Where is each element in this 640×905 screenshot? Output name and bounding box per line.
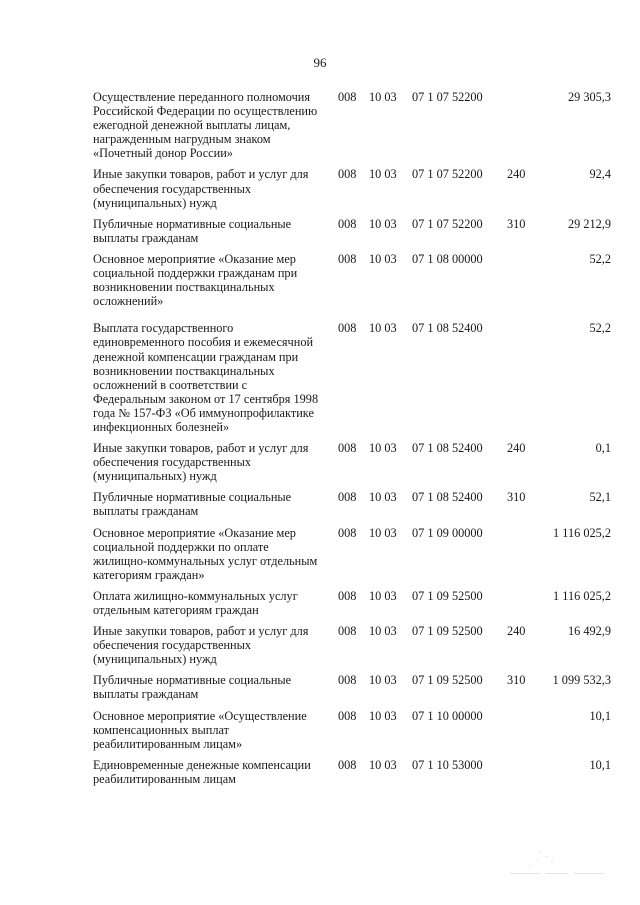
row-section-code: 10 03: [369, 441, 397, 456]
row-section-code: 10 03: [369, 525, 397, 540]
row-amount: 29 305,3: [567, 90, 611, 104]
row-amount: 16 492,9: [567, 624, 611, 639]
row-target-article: 07 1 08 52400: [412, 490, 483, 505]
row-section-code: 10 03: [369, 167, 397, 182]
budget-table: [93, 90, 611, 793]
row-target-article: 07 1 07 52200: [412, 167, 483, 182]
row-name: Иные закупки товаров, работ и услуг для обеспечения государственных (муниципальных) нужд: [93, 441, 309, 484]
row-name: Публичные нормативные социальные выплаты гражданам: [93, 216, 292, 245]
row-amount: 0,1: [595, 441, 611, 456]
row-target-article: 07 1 10 00000: [412, 708, 483, 723]
row-expense-type: 240: [507, 167, 526, 182]
row-section-code: 10 03: [369, 673, 397, 688]
row-ved-code: 008: [338, 441, 357, 456]
row-amount: 1 116 025,2: [553, 588, 611, 603]
row-expense-type: 310: [507, 216, 526, 231]
row-amount: 29 212,9: [567, 216, 611, 231]
row-target-article: 07 1 09 00000: [412, 525, 483, 540]
table-row: [93, 490, 611, 518]
row-section-code: 10 03: [369, 757, 397, 772]
row-section-code: 10 03: [369, 251, 397, 266]
row-name: Оплата жилищно-коммунальных услуг отдельным категориям граждан: [93, 588, 298, 617]
row-target-article: 07 1 07 52200: [412, 90, 483, 104]
row-section-code: 10 03: [369, 321, 397, 336]
table-row: [93, 90, 611, 160]
table-row: [93, 758, 611, 786]
row-name: Иные закупки товаров, работ и услуг для обеспечения государственных (муниципальных) нужд: [93, 624, 309, 667]
table-row: [93, 526, 611, 582]
row-name: Иные закупки товаров, работ и услуг для обеспечения государственных (муниципальных) нужд: [93, 167, 309, 210]
row-ved-code: 008: [338, 90, 357, 104]
table-row: [93, 589, 611, 617]
table-row: [93, 252, 611, 308]
row-target-article: 07 1 09 52500: [412, 673, 483, 688]
row-amount: 52,2: [589, 251, 611, 266]
row-name: Осуществление переданного полномочия Российской Федерации по осуществлению ежегодной денежной выплаты лицам, награжденным нагрудным знаком «Почетный донор России»: [93, 90, 318, 161]
row-expense-type: 310: [507, 490, 526, 505]
row-target-article: 07 1 08 52400: [412, 441, 483, 456]
row-target-article: 07 1 09 52500: [412, 588, 483, 603]
row-target-article: 07 1 08 00000: [412, 251, 483, 266]
row-section-code: 10 03: [369, 708, 397, 723]
row-ved-code: 008: [338, 757, 357, 772]
table-row: [93, 321, 611, 434]
row-ved-code: 008: [338, 708, 357, 723]
row-ved-code: 008: [338, 624, 357, 639]
row-expense-type: 310: [507, 673, 526, 688]
row-amount: 1 099 532,3: [552, 673, 611, 688]
row-name: Основное мероприятие «Оказание мер социальной поддержки по оплате жилищно-коммунальных услуг отдельным категориям граждан»: [93, 525, 318, 582]
row-section-code: 10 03: [369, 490, 397, 505]
row-amount: 10,1: [589, 708, 611, 723]
row-name: Публичные нормативные социальные выплаты гражданам: [93, 490, 292, 519]
row-ved-code: 008: [338, 588, 357, 603]
row-ved-code: 008: [338, 525, 357, 540]
table-row: [93, 217, 611, 245]
row-section-code: 10 03: [369, 90, 397, 104]
row-target-article: 07 1 08 52400: [412, 321, 483, 336]
row-expense-type: 240: [507, 624, 526, 639]
table-row: [93, 167, 611, 209]
row-name: Основное мероприятие «Оказание мер социальной поддержки гражданам при возникновении поствакцинальных осложнений»: [93, 251, 298, 309]
row-target-article: 07 1 07 52200: [412, 216, 483, 231]
row-section-code: 10 03: [369, 588, 397, 603]
page-number: 96: [313, 55, 327, 70]
row-amount: 52,2: [589, 321, 611, 336]
row-name: Основное мероприятие «Осуществление компенсационных выплат реабилитированным лицам»: [93, 708, 307, 751]
row-expense-type: 240: [507, 441, 526, 456]
row-amount: 52,1: [589, 490, 611, 505]
row-ved-code: 008: [338, 167, 357, 182]
table-row: [93, 709, 611, 751]
row-ved-code: 008: [338, 321, 357, 336]
row-ved-code: 008: [338, 490, 357, 505]
row-section-code: 10 03: [369, 624, 397, 639]
row-name: Единовременные денежные компенсации реабилитированным лицам: [93, 757, 311, 786]
row-name: Публичные нормативные социальные выплаты гражданам: [93, 673, 292, 702]
row-section-code: 10 03: [369, 216, 397, 231]
row-ved-code: 008: [338, 673, 357, 688]
row-name: Выплата государственного единовременного пособия и ежемесячной денежной компенсации гражданам при возникновении поствакцинальных осложнений в соответствии с Федеральным законом от 17 сентября 1998 года № 157-ФЗ «Об иммунопрофилактике инфекционных болезней»: [93, 321, 319, 434]
row-ved-code: 008: [338, 251, 357, 266]
table-row: [93, 441, 611, 483]
row-target-article: 07 1 09 52500: [412, 624, 483, 639]
scan-noise-mark: [500, 848, 620, 878]
row-amount: 92,4: [589, 167, 611, 182]
row-target-article: 07 1 10 53000: [412, 757, 483, 772]
row-amount: 10,1: [589, 757, 611, 772]
table-row: [93, 673, 611, 701]
row-amount: 1 116 025,2: [553, 525, 611, 540]
table-row: [93, 624, 611, 666]
row-ved-code: 008: [338, 216, 357, 231]
